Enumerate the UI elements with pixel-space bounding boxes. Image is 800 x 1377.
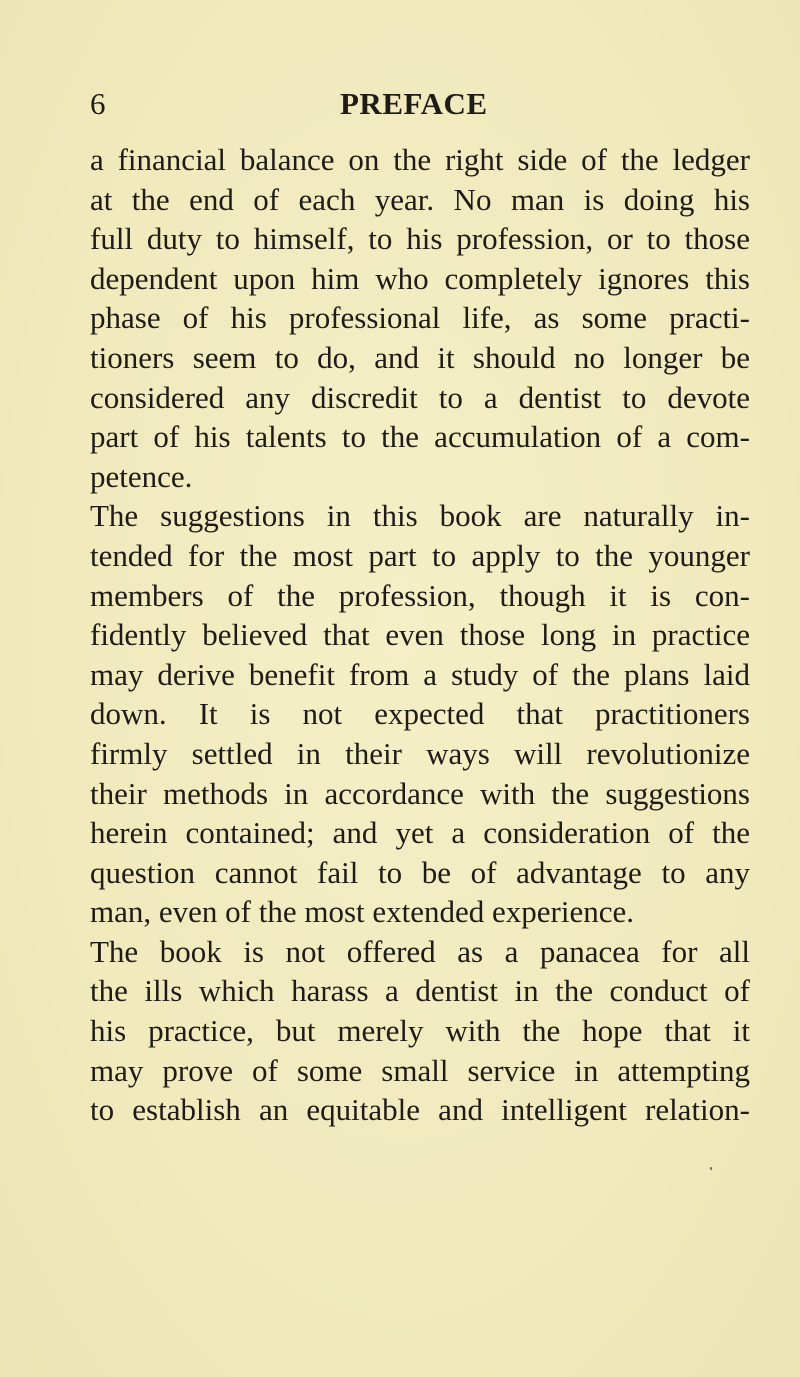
text-line: to establish an equitable and intelligent relation- <box>90 1092 750 1128</box>
text-line: part of his talents to the accumulation of a com- <box>90 419 750 455</box>
text-line: down. It is not expected that practitioners <box>90 696 750 732</box>
text-line: may derive benefit from a study of the plans laid <box>90 656 750 692</box>
page-number: 6 <box>90 86 106 121</box>
text-line: question cannot fail to be of advantage to any <box>90 854 750 890</box>
text-line: full duty to himself, to his profession, or to those <box>90 221 750 257</box>
text-line: firmly settled in their ways will revolutionize <box>90 735 750 771</box>
text-line: a financial balance on the right side of the ledger <box>90 142 750 177</box>
text-line: man, even of the most extended experience. <box>90 894 634 930</box>
text-line: herein contained; and yet a consideration of the <box>90 815 750 851</box>
text-line: their methods in accordance with the suggestions <box>90 775 750 811</box>
running-head-title: PREFACE <box>340 86 488 121</box>
body-text <box>90 140 750 1130</box>
running-head <box>0 86 800 126</box>
text-line: at the end of each year. No man is doing his <box>90 181 750 217</box>
paper-speck <box>710 1167 712 1170</box>
text-line: his practice, but merely with the hope that it <box>90 1013 750 1049</box>
text-line: dependent upon him who completely ignores this <box>90 260 750 296</box>
text-line: phase of his professional life, as some practi- <box>90 300 750 336</box>
text-line: members of the profession, though it is con- <box>90 577 750 613</box>
text-line: may prove of some small service in attempting <box>90 1052 750 1088</box>
text-line: tioners seem to do, and it should no longer be <box>90 339 750 375</box>
text-line: the ills which harass a dentist in the conduct of <box>90 973 750 1009</box>
text-line: tended for the most part to apply to the younger <box>90 537 750 573</box>
text-line: petence. <box>90 458 193 494</box>
text-line: The book is not offered as a panacea for all <box>90 933 750 969</box>
text-line: The suggestions in this book are naturally in- <box>90 498 750 534</box>
text-line: fidently believed that even those long in practice <box>90 617 750 653</box>
text-line: considered any discredit to a dentist to devote <box>90 379 750 415</box>
